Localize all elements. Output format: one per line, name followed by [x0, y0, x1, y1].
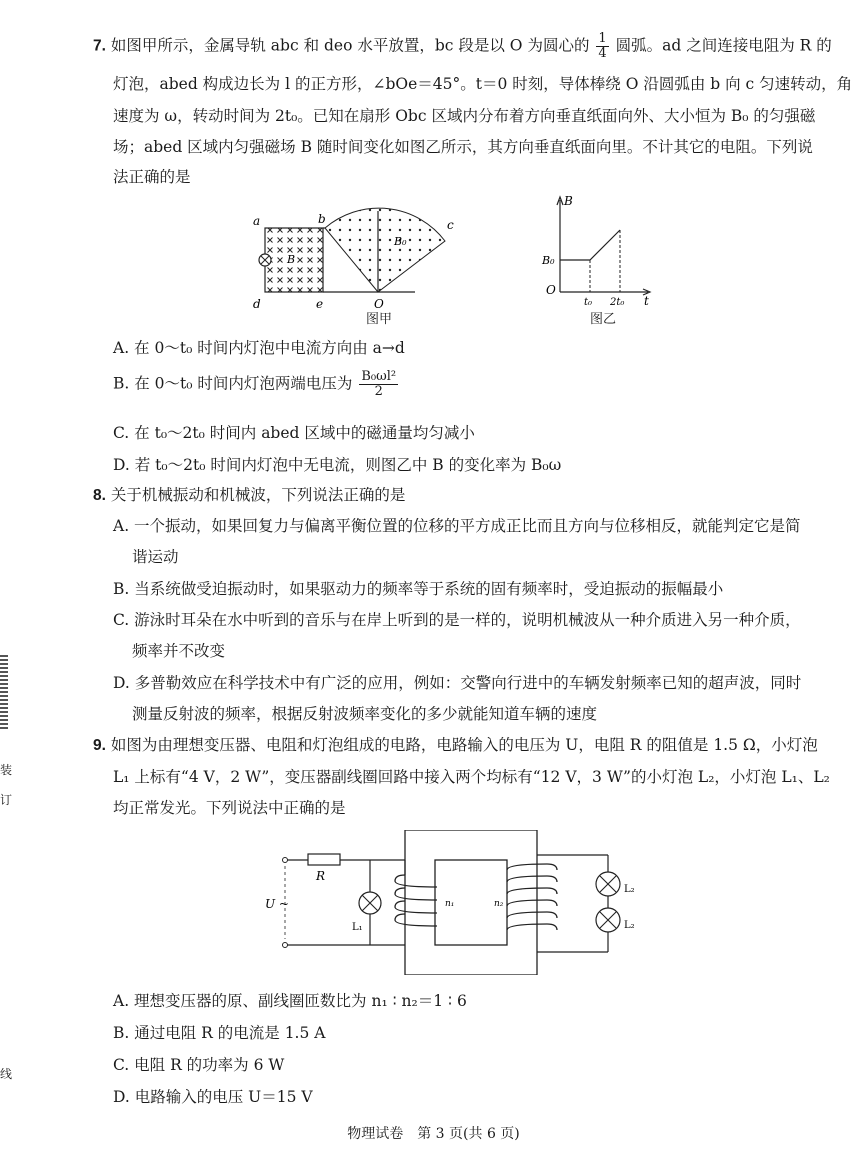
q7-option-b-den: 2: [374, 384, 383, 399]
q7-line-1: [93, 32, 832, 61]
q8-number: 8.: [93, 487, 106, 504]
tick-2t0: 2t₀: [610, 297, 625, 307]
label-c: c: [447, 218, 454, 232]
label-n2: n₂: [494, 899, 504, 909]
figure-jia: [245, 205, 485, 315]
q7-number: 7.: [93, 37, 106, 55]
label-L2-bottom: L₂: [624, 920, 635, 931]
primary-coil: [395, 875, 437, 926]
q8-option-c-1: C. 游泳时耳朵在水中听到的音乐与在岸上听到的是一样的，说明机械波从一种介质进入另一种介质，: [113, 611, 801, 629]
axis-label-B: B: [564, 194, 573, 208]
q8-line-1: [93, 485, 405, 506]
q7-line-5: 法正确的是: [113, 168, 191, 186]
q8-option-d-2: 测量反射波的频率，根据反射波频率变化的多少就能知道车辆的速度: [132, 705, 598, 723]
q7-stem-1a: 如图甲所示，金属导轨 abc 和 deo 水平放置，bc 段是以 O 为圆心的: [110, 36, 590, 55]
q9-option-a: A. 理想变压器的原、副线圈匝数比为 n₁ ∶ n₂＝1 ∶ 6: [113, 992, 467, 1010]
label-L1: L₁: [352, 922, 363, 933]
tick-t0: t₀: [584, 297, 593, 307]
axis-label-t: t: [644, 294, 649, 307]
q8-option-a-2: 谐运动: [132, 548, 179, 566]
page-footer: 物理试卷 第 3 页(共 6 页): [347, 1126, 520, 1142]
margin-char-1: 装: [0, 763, 13, 777]
margin-char-3: 线: [0, 1067, 13, 1081]
label-O: O: [374, 297, 384, 311]
q8-option-d-1: D. 多普勒效应在科学技术中有广泛的应用，例如：交警向行进中的车辆发射频率已知的超声波，同时: [113, 674, 802, 692]
q9-line-2: L₁ 上标有“4 V，2 W”，变压器副线圈回路中接入两个均标有“12 V，3 W”的小灯泡 L₂，小灯泡 L₁、L₂: [113, 768, 830, 786]
core-outer: [405, 830, 537, 975]
figure-yi: [540, 192, 660, 307]
q8-option-c-2: 频率并不改变: [132, 642, 226, 660]
q9-option-c: C. 电阻 R 的功率为 6 W: [113, 1056, 285, 1074]
label-U: U ~: [265, 897, 289, 911]
q9-line-1: [93, 735, 818, 756]
q8-stem: 关于机械振动和机械波，下列说法正确的是: [110, 486, 406, 504]
label-d: d: [253, 297, 261, 311]
q9-option-d: D. 电路输入的电压 U＝15 V: [113, 1088, 313, 1106]
label-B0: B₀: [394, 235, 407, 248]
q9-option-b: B. 通过电阻 R 的电流是 1.5 A: [113, 1024, 326, 1042]
b-graph: [560, 230, 620, 260]
label-e: e: [316, 297, 324, 311]
q7-line-4: 场；abed 区域内匀强磁场 B 随时间变化如图乙所示，其方向垂直纸面向里。不计其它的电阻。下列说: [113, 138, 813, 156]
label-n1: n₁: [445, 899, 455, 909]
label-b: b: [318, 212, 326, 226]
label-B: B: [287, 253, 296, 266]
q8-option-b: B. 当系统做受迫振动时，如果驱动力的频率等于系统的固有频率时，受迫振动的振幅最小: [113, 580, 724, 598]
margin-char-2: 订: [0, 793, 13, 807]
q7-option-b-text: B. 在 0～t₀ 时间内灯泡两端电压为: [113, 374, 353, 393]
q7-option-b-fraction: [359, 370, 398, 399]
q7-stem-1b: 圆弧。ad 之间连接电阻为 R 的: [615, 36, 832, 55]
axis-label-O: O: [546, 283, 556, 297]
q7-option-c: C. 在 t₀～2t₀ 时间内 abed 区域中的磁通量均匀减小: [113, 424, 475, 442]
q7-option-b-num: B₀ωl²: [361, 369, 397, 384]
axis-label-B0: B₀: [542, 254, 555, 267]
q7-option-a: A. 在 0～t₀ 时间内灯泡中电流方向由 a→d: [113, 339, 405, 357]
q7-line-2: 灯泡，abed 构成边长为 l 的正方形，∠bOe＝45°。t＝0 时刻，导体棒绕 O 沿圆弧由 b 向 c 匀速转动，角: [113, 75, 853, 93]
q9-number: 9.: [93, 737, 106, 754]
q8-option-a-1: A. 一个振动，如果回复力与偏离平衡位置的位移的平方成正比而且方向与位移相反，就能判定它是简: [113, 517, 801, 535]
label-a: a: [253, 214, 261, 228]
q7-fraction: [596, 32, 608, 61]
q7-frac-den: 4: [598, 46, 607, 61]
label-R: R: [316, 869, 326, 883]
secondary-coil: [507, 864, 557, 930]
q9-stem-1: 如图为由理想变压器、电阻和灯泡组成的电路，电路输入的电压为 U，电阻 R 的阻值是 1.5 Ω，小灯泡: [110, 736, 818, 754]
q7-frac-num: 1: [598, 31, 607, 46]
q9-line-3: 均正常发光。下列说法中正确的是: [113, 799, 346, 817]
q7-line-3: 速度为 ω，转动时间为 2t₀。已知在扇形 Obc 区域内分布着方向垂直纸面向外、大小恒为 B₀ 的匀强磁: [113, 107, 816, 125]
q7-option-d: D. 若 t₀～2t₀ 时间内灯泡中无电流，则图乙中 B 的变化率为 B₀ω: [113, 456, 562, 474]
transformer-circuit: [258, 830, 648, 975]
resistor-R: [308, 854, 340, 865]
sector-obc: [325, 208, 445, 292]
q7-option-b: [113, 370, 400, 399]
label-L2-top: L₂: [624, 884, 635, 895]
fig-yi-caption: 图乙: [590, 312, 617, 327]
binding-edge-marks: [0, 655, 8, 730]
fig-jia-caption: 图甲: [366, 312, 393, 327]
